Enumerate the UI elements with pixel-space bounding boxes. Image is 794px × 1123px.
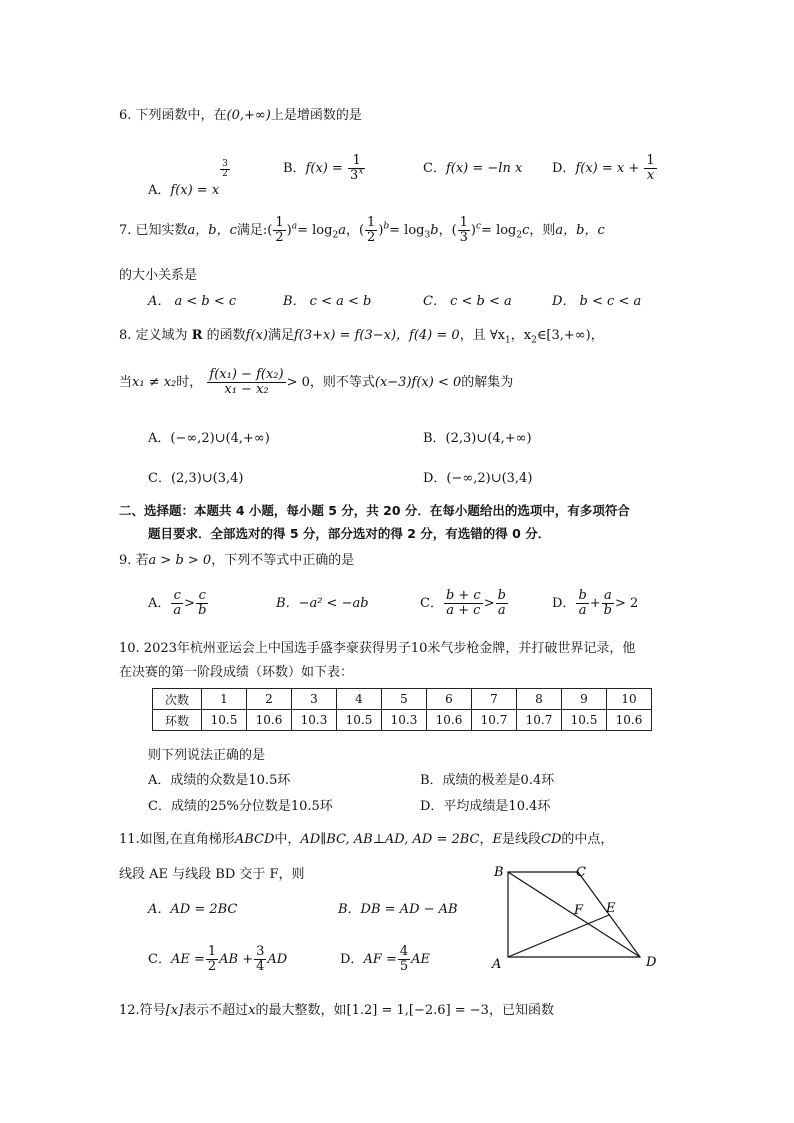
q7-option-a: A． a < b < c: [148, 294, 237, 309]
q8-option-b: B．(2,3)∪(4,+∞): [423, 431, 532, 446]
table-cell: 10.6: [247, 710, 292, 731]
table-cell: 5: [382, 689, 427, 710]
q10-prompt: 则下列说法正确的是: [148, 748, 266, 763]
section-2-heading-cont: 题目要求．全部选对的得 5 分，部分选对的得 2 分，有选错的得 0 分．: [148, 526, 551, 541]
table-cell: 10: [607, 689, 652, 710]
q12-stem: 12.符号[x]表示不超过x的最大整数，如[1.2] = 1,[−2.6] = −3，已知函数: [119, 1003, 554, 1018]
q9-option-a: A． $\frac{c}{a}$ > $\frac{c}{b}$: [148, 588, 207, 618]
section-2-heading: 二、选择题：本题共 4 小题，每小题 5 分，共 20 分．在每小题给出的选项中，有多项符合: [119, 503, 630, 518]
label-d: D: [646, 955, 657, 970]
table-cell: 10.6: [607, 710, 652, 731]
q10-stem-cont: 在决赛的第一阶段成绩（环数）如下表：: [119, 665, 354, 680]
q10-option-c: C．成绩的25%分位数是10.5环: [148, 799, 333, 814]
q8-option-d: D．(−∞,2)∪(3,4): [423, 471, 533, 486]
q7-option-b: B． c < a < b: [283, 294, 372, 309]
segment-ae: [508, 915, 609, 957]
q11-option-b: B．DB = AD − AB: [338, 902, 458, 917]
q9-stem: 9. 若a > b > 0，下列不等式中正确的是: [119, 553, 355, 568]
q11-stem-cont: 线段 AE 与线段 BD 交于 F，则: [119, 867, 305, 882]
q6-option-d: D．f(x) = x + $\frac{1}{x}$: [552, 153, 655, 183]
q8-option-c: C．(2,3)∪(3,4): [148, 471, 244, 486]
table-cell: 9: [562, 689, 607, 710]
q10-option-b: B．成绩的极差是0.4环: [420, 773, 555, 788]
table-cell: 10.7: [517, 710, 562, 731]
q11-option-c: C．AE = $\frac{1}{2}$ AB + $\frac{3}{4}$ AD: [148, 944, 288, 974]
q9-option-d: D． $\frac{b}{a}$ + $\frac{a}{b}$ > 2: [552, 588, 639, 618]
q6-option-a: A．f(x) = x $\frac{3}{2}$: [148, 159, 228, 198]
label-f: F: [574, 903, 584, 918]
table-cell: 8: [517, 689, 562, 710]
table-cell: 2: [247, 689, 292, 710]
table-cell: 10.6: [427, 710, 472, 731]
table-cell: 10.5: [562, 710, 607, 731]
table-cell: 10.5: [337, 710, 382, 731]
q7-stem: 7. 已知实数a，b，c满足:( $\frac{1}{2}$ )$^a= \log_2a$，( $\frac{1}{2}$ )$^b= \log_3b$，( $\frac{1}{3}$ )$^c= \log_2c$，则a，b，c: [119, 215, 605, 245]
table-header-cell: 次数: [153, 689, 202, 710]
table-row: [153, 710, 652, 731]
q10-option-a: A．成绩的众数是10.5环: [148, 773, 291, 788]
q10-option-d: D．平均成绩是10.4环: [420, 799, 551, 814]
table-cell: 10.7: [472, 710, 517, 731]
q7-option-c: C． c < b < a: [423, 294, 512, 309]
table-cell: 7: [472, 689, 517, 710]
trapezoid-figure: [486, 860, 666, 975]
table-cell: 10.3: [292, 710, 337, 731]
q7-stem-cont: 的大小关系是: [119, 268, 198, 283]
table-cell: 6: [427, 689, 472, 710]
q8-condition: 当x₁ ≠ x₂时， $\frac{\text{f(x₁) − f(x₂)}}{\text{x₁ − x₂}}$ > 0，则不等式(x−3)f(x) < 0的解集为: [119, 367, 514, 397]
q6-stem: 6. 下列函数中，在(0,+∞)上是增函数的是: [119, 108, 362, 123]
table-header-cell: 环数: [153, 710, 202, 731]
q9-option-c: C． $\frac{b + c}{a + c}$ > $\frac{b}{a}$: [420, 588, 506, 618]
q8-stem: 8. 定义域为 R 的函数f(x)满足f(3+x) = f(3−x)，f(4) = 0，且 $\forall x_1$，$x_2\in[3,+\infty)$，: [119, 328, 604, 346]
table-cell: 4: [337, 689, 382, 710]
q10-stem: 10. 2023年杭州亚运会上中国选手盛李豪获得男子10米气步枪金牌，并打破世界记录，他: [119, 641, 636, 656]
table-cell: 10.5: [202, 710, 247, 731]
table-row: [153, 689, 652, 710]
table-cell: 10.3: [382, 710, 427, 731]
score-table: [152, 688, 652, 731]
q7-option-d: D． b < c < a: [552, 294, 642, 309]
q8-option-a: A．(−∞,2)∪(4,+∞): [148, 431, 270, 446]
table-cell: 3: [292, 689, 337, 710]
q11-stem: 11.如图,在直角梯形ABCD中，AD∥BC, AB⊥AD, AD = 2BC，E是线段CD的中点，: [119, 832, 614, 847]
label-b: B: [494, 865, 504, 880]
label-c: C: [576, 865, 586, 880]
q9-option-b: B．−a² < −ab: [276, 596, 369, 611]
q6-option-b: B．f(x) = $\frac{1}{3^x}$: [283, 153, 364, 183]
q11-option-d: D．AF = $\frac{4}{5}$ AE: [340, 944, 431, 974]
table-cell: 1: [202, 689, 247, 710]
label-a: A: [492, 957, 502, 972]
q11-option-a: A．AD = 2BC: [148, 902, 238, 917]
q6-option-c: C．f(x) = −ln x: [423, 161, 523, 176]
label-e: E: [606, 901, 616, 916]
